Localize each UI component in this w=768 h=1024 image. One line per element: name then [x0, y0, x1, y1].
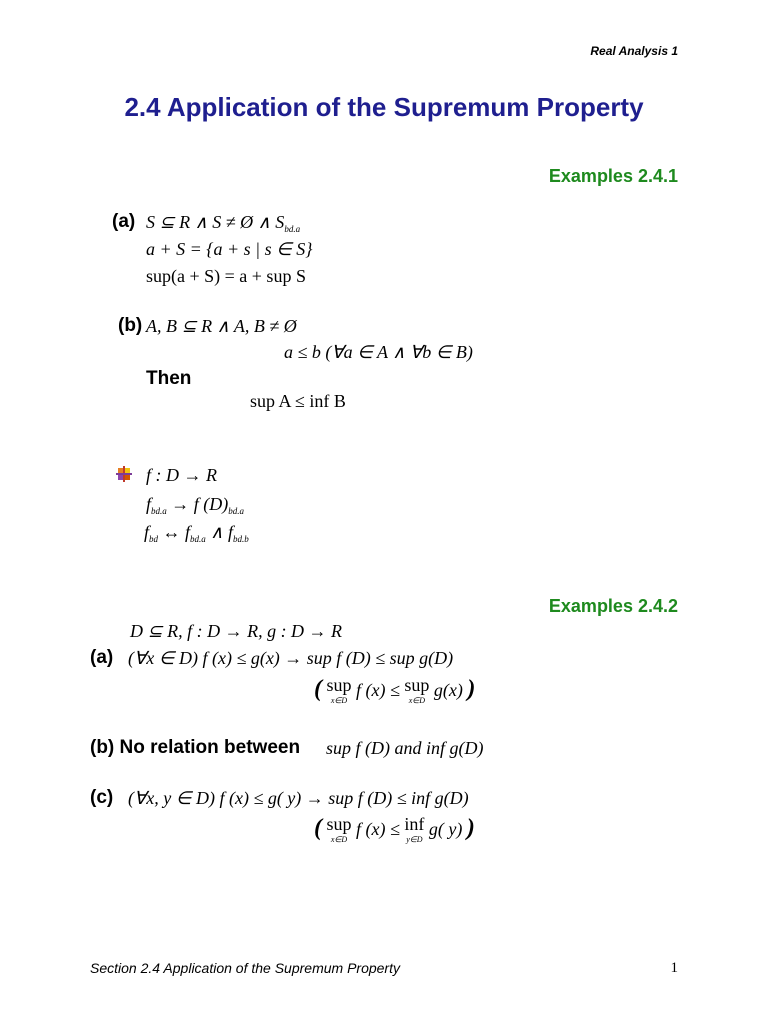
ex2-a-line2: ( sup x∈D f (x) ≤ sup x∈D g(x) ): [314, 675, 476, 705]
page-title: 2.4 Application of the Supremum Property: [124, 92, 644, 122]
ex1-a-line1: S ⊆ R ∧ S ≠ Ø ∧ $S_{bd.a}$: [146, 212, 301, 234]
ex1-b-then: Then: [146, 368, 192, 389]
ex2-b-label: (b) No relation between: [90, 737, 301, 758]
func-line1: f : D → R: [146, 465, 217, 485]
examples-heading-2: Examples 2.4.2: [548, 596, 678, 616]
ex1-a-label: (a): [112, 211, 136, 232]
func-line2: $f_{bd.a} \to f$ $(D)_{bd.a}$: [146, 494, 245, 516]
ex2-setup: D ⊆ R, f : D → R, g : D → R: [130, 621, 343, 641]
ex1-a-line2: a + S = {a + s | s ∈ S}: [146, 239, 313, 259]
footer-section-title: Section 2.4 Application of the Supremum Property: [90, 960, 400, 976]
ex2-a-line1: (∀x ∈ D) f (x) ≤ g(x) → sup f (D) ≤ sup g(D): [128, 648, 454, 668]
ex2-c-line1: (∀x, y ∈ D) f (x) ≤ g( y) → sup f (D) ≤ inf g(D): [128, 788, 469, 808]
four-color-diamond-bullet-icon: [116, 466, 132, 482]
examples-heading-1: Examples 2.4.1: [548, 166, 678, 186]
page-number: 1: [670, 960, 678, 976]
ex1-b-line1: A, B ⊆ R ∧ A, B ≠ Ø: [146, 316, 297, 336]
func-line3: $f_{bd}$ ↔ $f_{bd.a}$ ∧ $f_{bd.b}$: [144, 522, 249, 544]
ex1-b-label: (b): [118, 315, 143, 336]
ex1-b-line2: a ≤ b (∀a ∈ A ∧ ∀b ∈ B): [284, 342, 473, 362]
ex2-c-line2: ( sup x∈D f (x) ≤ inf y∈D g( y) ): [314, 814, 475, 844]
ex1-b-line3: sup A ≤ inf B: [250, 391, 346, 411]
ex1-a-line3: sup(a + S) = a + sup S: [146, 266, 306, 286]
ex2-a-label: (a): [90, 647, 114, 668]
course-header: Real Analysis 1: [590, 44, 678, 58]
ex2-b-text: sup f (D) and inf g(D): [326, 738, 484, 758]
ex2-c-label: (c): [90, 787, 114, 808]
